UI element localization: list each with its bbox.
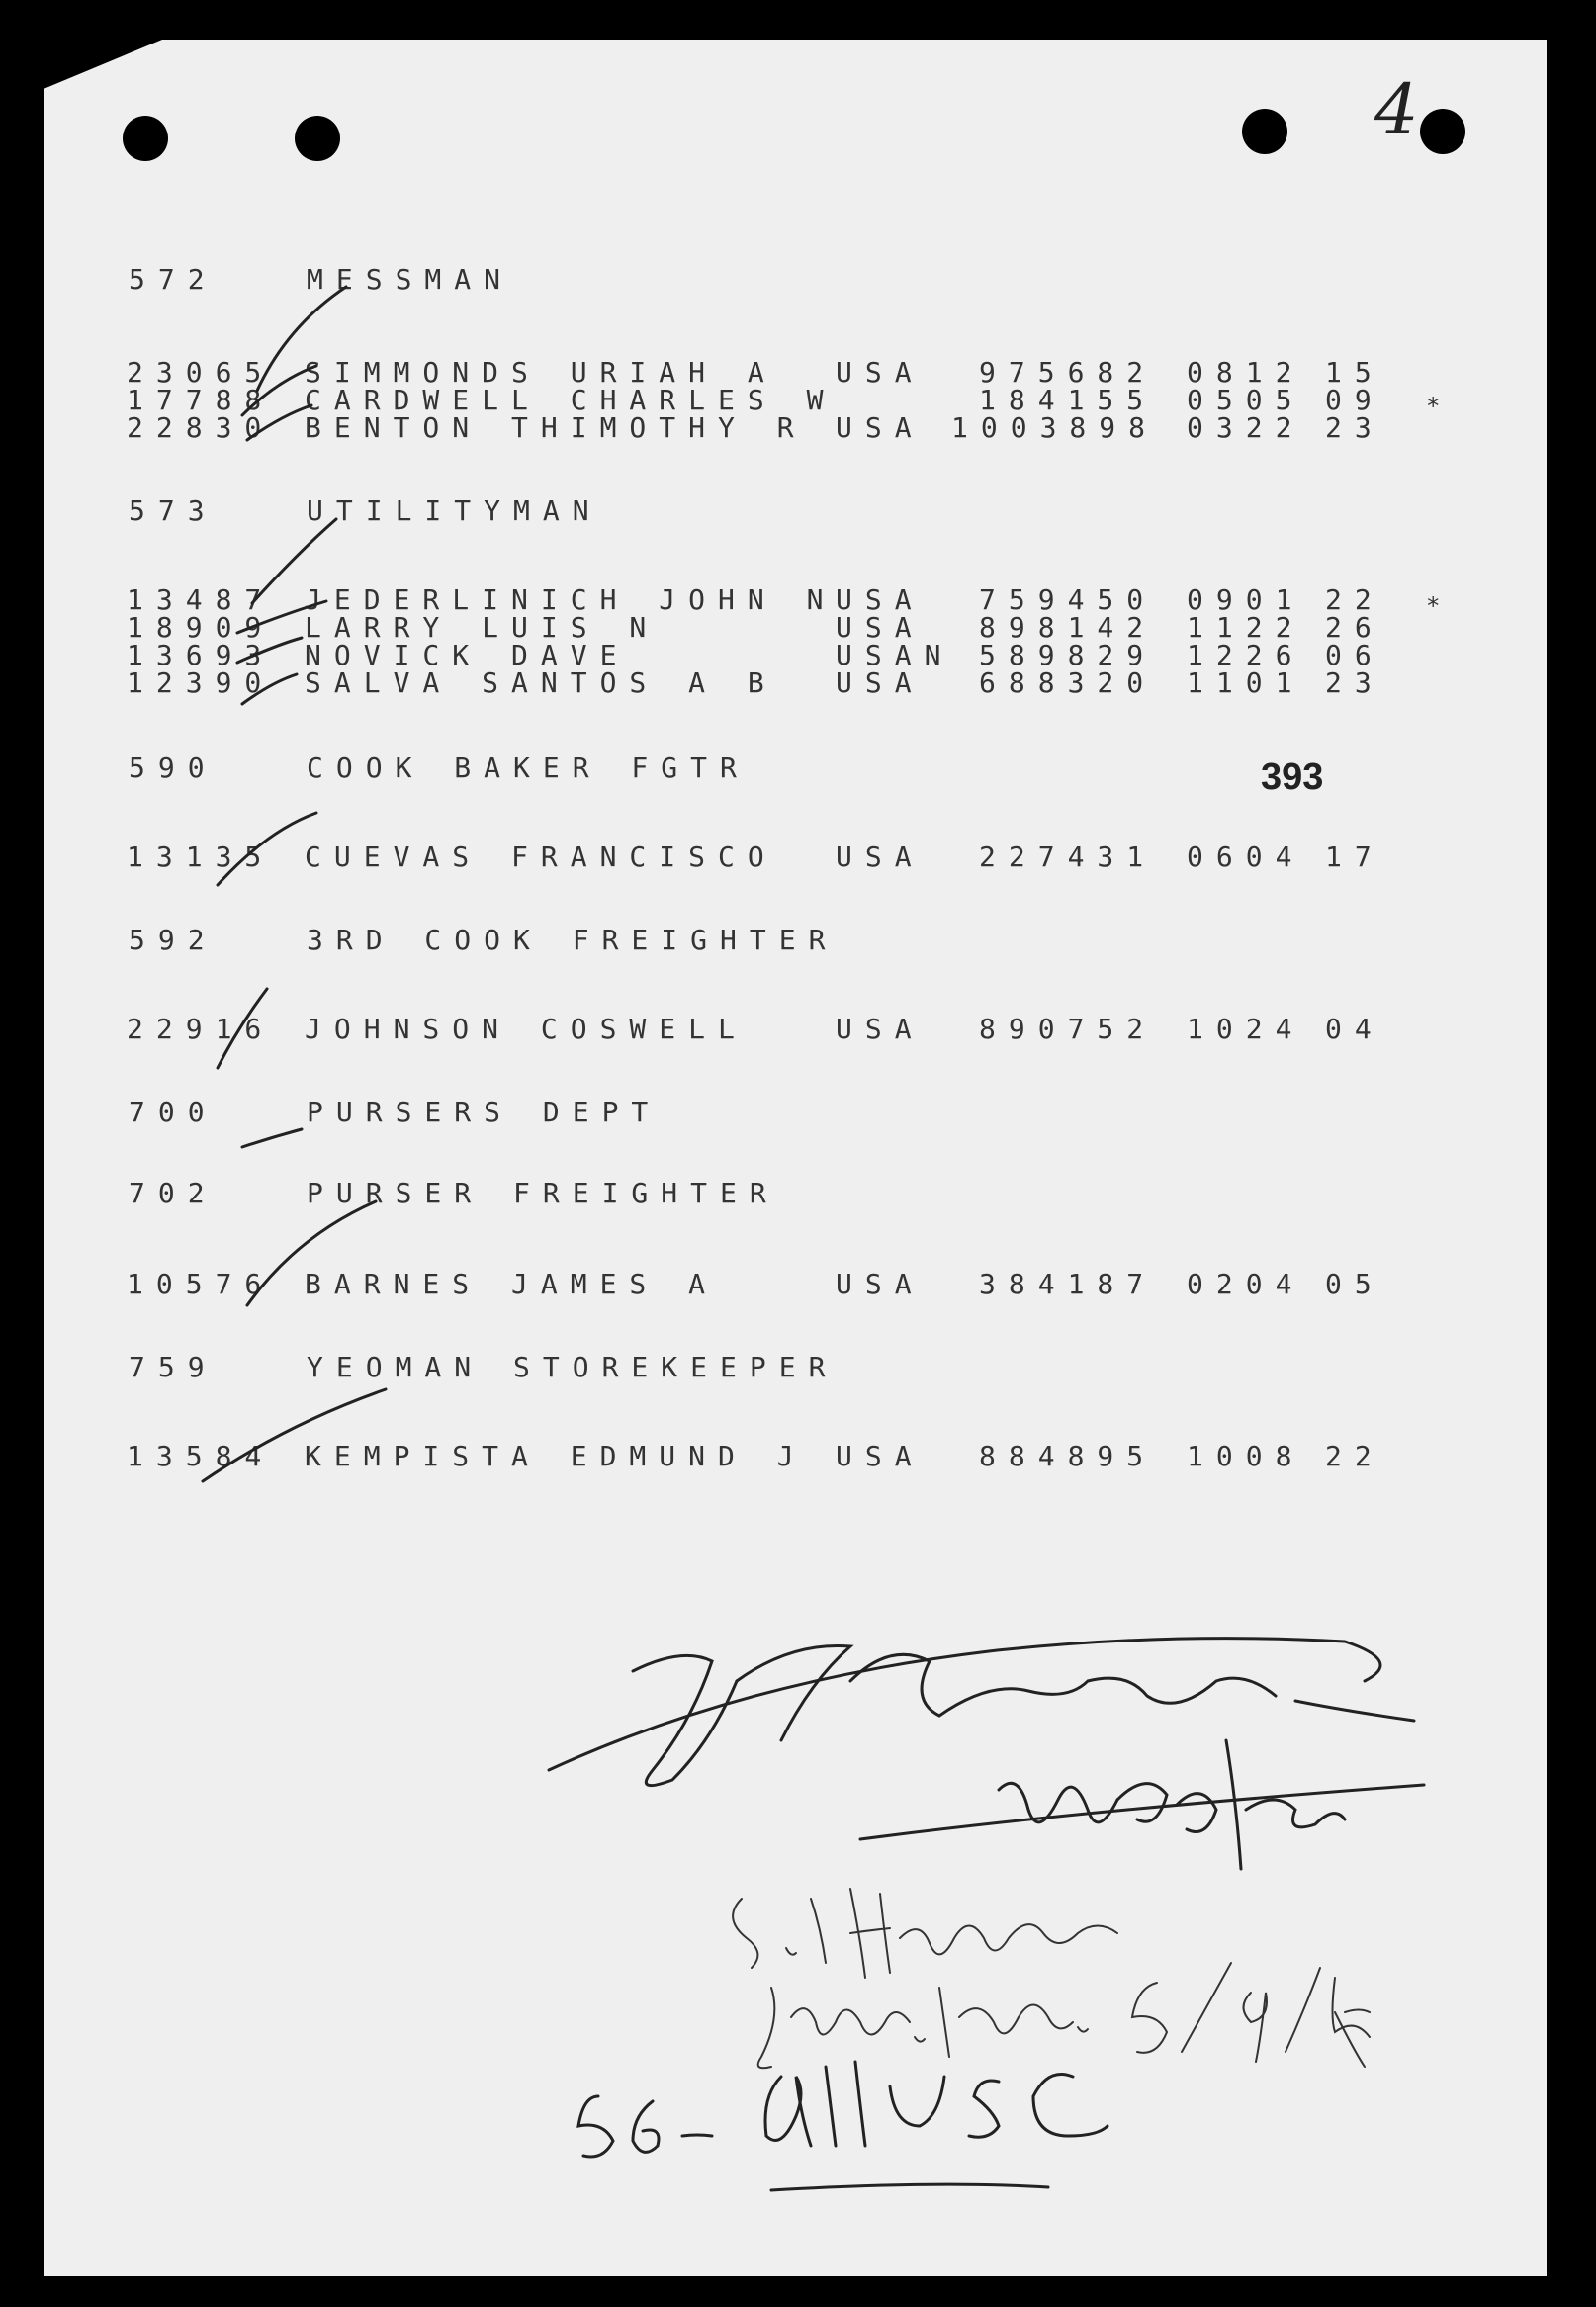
- asterisk-mark: *: [1426, 393, 1454, 420]
- crew-age: 26: [1325, 611, 1384, 644]
- crew-number: 759450: [979, 583, 1157, 616]
- crew-id: 12390: [127, 666, 275, 699]
- section-code: 592: [129, 924, 218, 956]
- section-code: 702: [129, 1177, 218, 1209]
- crew-citizenship: USA: [836, 666, 925, 699]
- crew-citizenship: USA: [836, 841, 925, 873]
- crew-name: BENTON THIMOTHY R: [305, 411, 807, 444]
- crew-date: 1024: [1187, 1013, 1305, 1045]
- crew-id: 22830: [127, 411, 275, 444]
- punch-hole: [1242, 109, 1287, 154]
- crew-number: 227431: [979, 841, 1157, 873]
- section-title: MESSMAN: [307, 263, 514, 296]
- crew-number: 890752: [979, 1013, 1157, 1045]
- crew-number: 384187: [979, 1268, 1157, 1300]
- crew-citizenship: USA: [836, 1013, 925, 1045]
- crew-name: SIMMONDS URIAH A: [305, 356, 777, 389]
- crew-date: 1101: [1187, 666, 1305, 699]
- crew-age: 04: [1325, 1013, 1384, 1045]
- punch-hole: [295, 116, 340, 161]
- crew-date: 0604: [1187, 841, 1305, 873]
- crew-citizenship: USA: [836, 1440, 925, 1472]
- crew-number: 589829: [979, 639, 1157, 671]
- crew-name: JOHNSON COSWELL: [305, 1013, 748, 1045]
- section-title: UTILITYMAN: [307, 494, 602, 527]
- crew-age: 15: [1325, 356, 1384, 389]
- crew-date: 1008: [1187, 1440, 1305, 1472]
- asterisk-mark: *: [1426, 592, 1454, 620]
- crew-id: 10576: [127, 1268, 275, 1300]
- crew-age: 06: [1325, 639, 1384, 671]
- crew-name: CUEVAS FRANCISCO: [305, 841, 777, 873]
- section-title: 3RD COOK FREIGHTER: [307, 924, 839, 956]
- crew-citizenship: USAN: [836, 639, 954, 671]
- stamp-number: 393: [1261, 756, 1324, 798]
- section-code: 759: [129, 1351, 218, 1383]
- crew-id: 22916: [127, 1013, 275, 1045]
- section-code: 700: [129, 1096, 218, 1128]
- crew-age: 23: [1325, 666, 1384, 699]
- crew-id: 13693: [127, 639, 275, 671]
- crew-name: SALVA SANTOS A B: [305, 666, 777, 699]
- crew-age: 05: [1325, 1268, 1384, 1300]
- crew-name: LARRY LUIS N: [305, 611, 660, 644]
- crew-id: 13487: [127, 583, 275, 616]
- crew-date: 0901: [1187, 583, 1305, 616]
- crew-id: 13584: [127, 1440, 275, 1472]
- crew-number: 1003898: [951, 411, 1159, 444]
- section-title: YEOMAN STOREKEEPER: [307, 1351, 839, 1383]
- crew-citizenship: USA: [836, 583, 925, 616]
- crew-date: 0505: [1187, 384, 1305, 416]
- section-code: 573: [129, 494, 218, 527]
- section-code: 572: [129, 263, 218, 296]
- crew-name: NOVICK DAVE: [305, 639, 630, 671]
- punch-hole: [123, 116, 168, 161]
- crew-name: BARNES JAMES A: [305, 1268, 719, 1300]
- crew-date: 0322: [1187, 411, 1305, 444]
- crew-citizenship: USA: [836, 356, 925, 389]
- section-code: 590: [129, 752, 218, 784]
- section-title: PURSER FREIGHTER: [307, 1177, 779, 1209]
- crew-age: 22: [1325, 1440, 1384, 1472]
- page-number: 4: [1374, 69, 1419, 150]
- crew-number: 184155: [979, 384, 1157, 416]
- crew-date: 0204: [1187, 1268, 1305, 1300]
- crew-date: 1226: [1187, 639, 1305, 671]
- section-title: PURSERS DEPT: [307, 1096, 662, 1128]
- crew-number: 884895: [979, 1440, 1157, 1472]
- crew-number: 975682: [979, 356, 1157, 389]
- crew-date: 1122: [1187, 611, 1305, 644]
- crew-number: 898142: [979, 611, 1157, 644]
- crew-age: 23: [1325, 411, 1384, 444]
- crew-age: 17: [1325, 841, 1384, 873]
- crew-name: KEMPISTA EDMUND J: [305, 1440, 807, 1472]
- crew-age: 22: [1325, 583, 1384, 616]
- crew-citizenship: USA: [836, 611, 925, 644]
- crew-name: JEDERLINICH JOHN N: [305, 583, 837, 616]
- crew-citizenship: USA: [836, 411, 925, 444]
- crew-citizenship: USA: [836, 1268, 925, 1300]
- crew-date: 0812: [1187, 356, 1305, 389]
- crew-id: 18909: [127, 611, 275, 644]
- crew-id: 17788: [127, 384, 275, 416]
- crew-id: 13135: [127, 841, 275, 873]
- crew-number: 688320: [979, 666, 1157, 699]
- crew-name: CARDWELL CHARLES W: [305, 384, 837, 416]
- crew-id: 23065: [127, 356, 275, 389]
- punch-hole: [1420, 109, 1465, 154]
- section-title: COOK BAKER FGTR: [307, 752, 750, 784]
- crew-age: 09: [1325, 384, 1384, 416]
